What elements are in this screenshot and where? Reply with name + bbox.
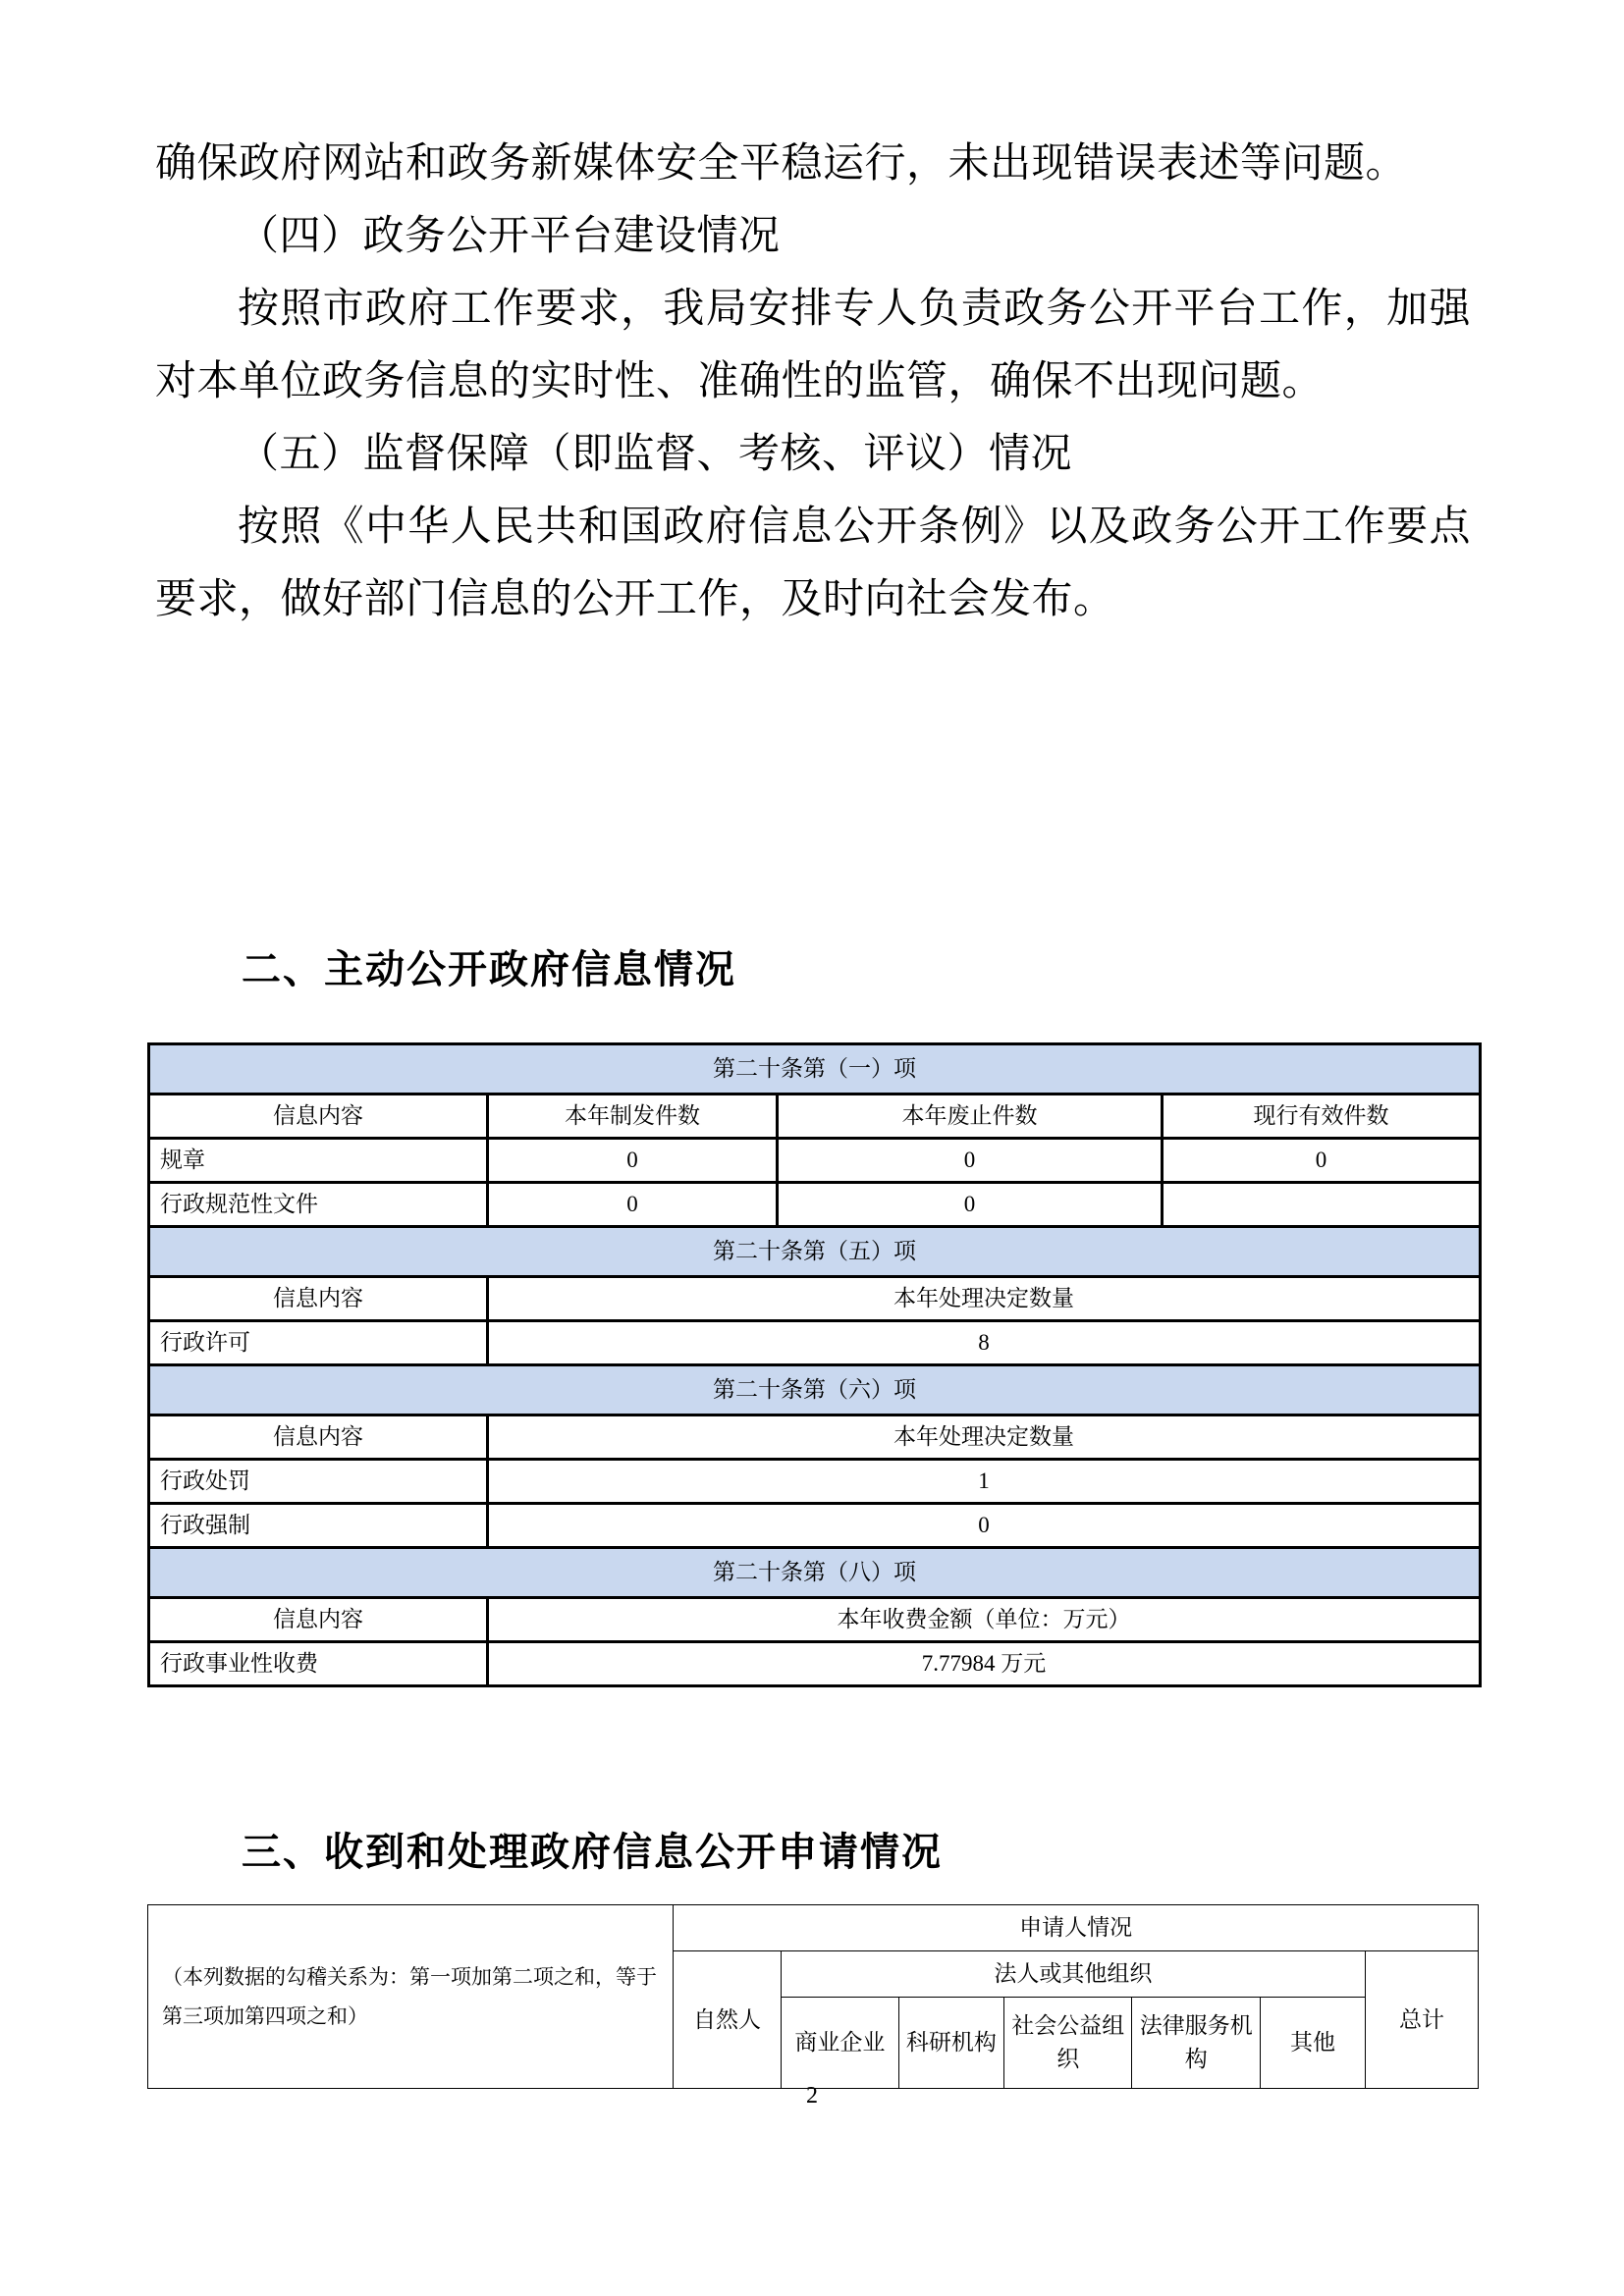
table-row (149, 1183, 1481, 1227)
col-header-info-content-4: 信息内容 (149, 1598, 488, 1642)
body-text (155, 128, 1471, 636)
col-header-info-content: 信息内容 (149, 1095, 488, 1139)
table-row (149, 1277, 1481, 1321)
table-row (149, 1365, 1481, 1415)
table-row (149, 1095, 1481, 1139)
header-commercial-enterprise: 商业企业 (781, 1998, 898, 2089)
cell-normative-abolished: 0 (778, 1183, 1163, 1227)
table-row (149, 1321, 1481, 1365)
col-header-info-content-2: 信息内容 (149, 1277, 488, 1321)
paragraph-5: 按照《中华人民共和国政府信息公开条例》以及政务公开工作要点要求，做好部门信息的公开工作，及时向社会发布。 (155, 505, 1471, 622)
group-title-item-5: 第二十条第（五）项 (149, 1227, 1481, 1277)
paragraph-4-subheading-five: （五）监督保障（即监督、考核、评议）情况 (238, 432, 1073, 477)
header-total: 总计 (1366, 1951, 1479, 2089)
section-heading-three: 三、收到和处理政府信息公开申请情况 (242, 1831, 943, 1874)
table-row (149, 1504, 1481, 1548)
section-heading-two: 二、主动公开政府信息情况 (242, 948, 736, 991)
row-label-admin-license: 行政许可 (149, 1321, 488, 1365)
proactive-disclosure-table-wrapper (147, 1042, 1479, 1687)
row-label-admin-fee: 行政事业性收费 (149, 1642, 488, 1686)
col-header-effective-count: 现行有效件数 (1163, 1095, 1481, 1139)
proactive-disclosure-table (147, 1042, 1482, 1687)
group-title-item-6: 第二十条第（六）项 (149, 1365, 1481, 1415)
row-label-rules: 规章 (149, 1139, 488, 1183)
row-label-normative-documents: 行政规范性文件 (149, 1183, 488, 1227)
cell-admin-coercion-count: 0 (488, 1504, 1481, 1548)
table-row (149, 1460, 1481, 1504)
header-research-institution: 科研机构 (898, 1998, 1003, 2089)
cell-normative-effective (1163, 1183, 1481, 1227)
group-title-item-8: 第二十条第（八）项 (149, 1548, 1481, 1598)
paragraph-1: 确保政府网站和政务新媒体安全平稳运行，未出现错误表述等问题。 (155, 141, 1408, 187)
table-row (149, 1548, 1481, 1598)
cell-admin-penalty-count: 1 (488, 1460, 1481, 1504)
row-label-admin-coercion: 行政强制 (149, 1504, 488, 1548)
header-natural-person: 自然人 (674, 1951, 782, 2089)
cell-normative-issued: 0 (488, 1183, 778, 1227)
col-header-decisions-count-1: 本年处理决定数量 (488, 1277, 1481, 1321)
table-row (149, 1139, 1481, 1183)
cell-rules-issued: 0 (488, 1139, 778, 1183)
cell-rules-effective: 0 (1163, 1139, 1481, 1183)
col-header-decisions-count-2: 本年处理决定数量 (488, 1415, 1481, 1460)
header-legal-service-org: 法律服务机构 (1132, 1998, 1261, 2089)
col-header-issued-count: 本年制发件数 (488, 1095, 778, 1139)
table-row (149, 1598, 1481, 1642)
group-title-item-1: 第二十条第（一）项 (149, 1044, 1481, 1095)
row-label-admin-penalty: 行政处罚 (149, 1460, 488, 1504)
header-social-welfare-org: 社会公益组织 (1003, 1998, 1132, 2089)
table-row (149, 1415, 1481, 1460)
requests-table (147, 1904, 1479, 2089)
col-header-info-content-3: 信息内容 (149, 1415, 488, 1460)
header-other: 其他 (1261, 1998, 1366, 2089)
requests-table-wrapper (147, 1904, 1479, 2089)
table-row (149, 1044, 1481, 1095)
paragraph-2-subheading-four: （四）政务公开平台建设情况 (238, 214, 781, 259)
cell-admin-fee-amount: 7.77984 万元 (488, 1642, 1481, 1686)
header-applicant-situation: 申请人情况 (674, 1905, 1479, 1951)
cell-admin-license-count: 8 (488, 1321, 1481, 1365)
paragraph-3: 按照市政府工作要求，我局安排专人负责政务公开平台工作，加强对本单位政务信息的实时性、准确性的监管，确保不出现问题。 (155, 287, 1471, 404)
header-legal-person-or-org: 法人或其他组织 (781, 1951, 1365, 1998)
col-header-fee-amount: 本年收费金额（单位：万元） (488, 1598, 1481, 1642)
table-row (149, 1642, 1481, 1686)
table-row (148, 1905, 1479, 1951)
table-row (149, 1227, 1481, 1277)
col-header-abolished-count: 本年废止件数 (778, 1095, 1163, 1139)
cell-rules-abolished: 0 (778, 1139, 1163, 1183)
reconciliation-note: （本列数据的勾稽关系为：第一项加第二项之和，等于第三项加第四项之和） (148, 1905, 674, 2089)
page-number: 2 (806, 2083, 818, 2109)
